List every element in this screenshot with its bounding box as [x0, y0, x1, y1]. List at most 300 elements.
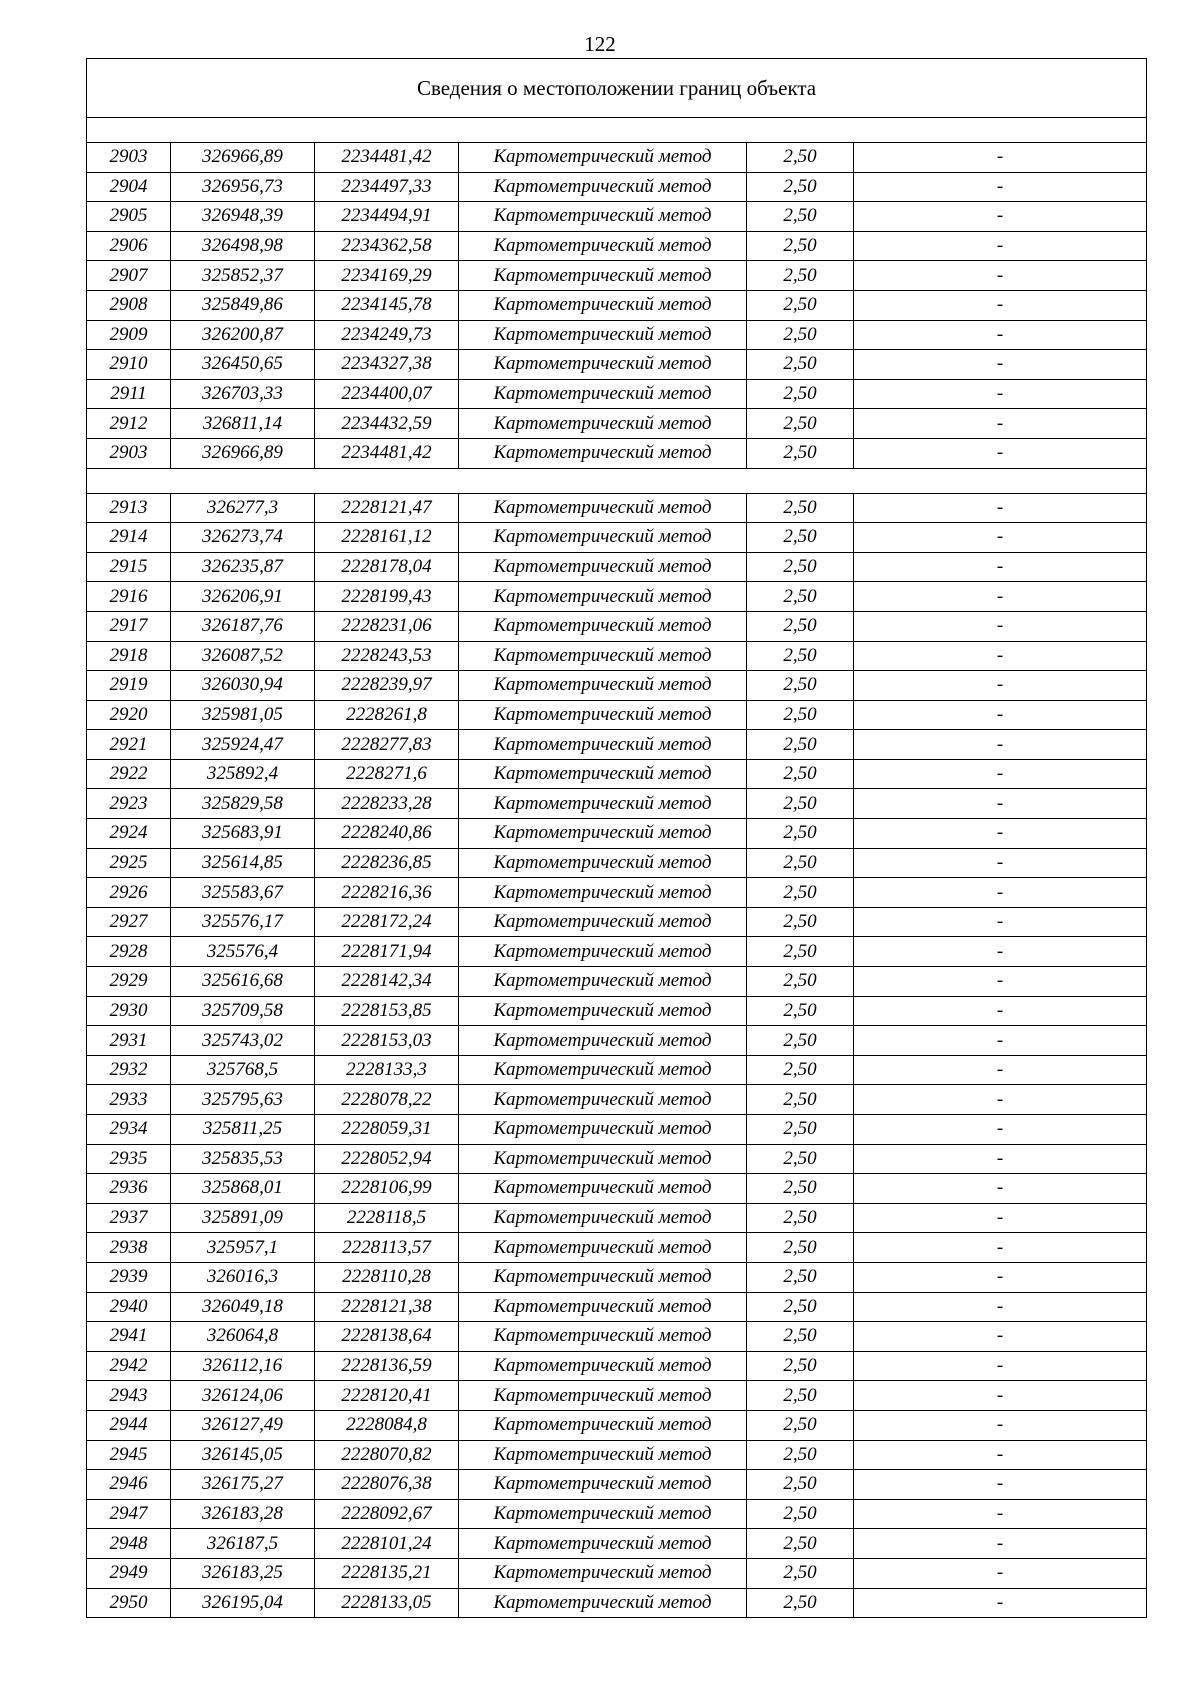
- point-number-cell: 2937: [87, 1203, 171, 1233]
- description-cell: -: [854, 1558, 1147, 1588]
- y-coordinate-cell: 2228240,86: [315, 819, 459, 849]
- accuracy-cell: 2,50: [747, 438, 854, 468]
- accuracy-cell: 2,50: [747, 172, 854, 202]
- table-row: [87, 1558, 1147, 1588]
- x-coordinate-cell: 326703,33: [171, 379, 315, 409]
- table-row: [87, 937, 1147, 967]
- point-number-cell: 2938: [87, 1233, 171, 1263]
- accuracy-cell: 2,50: [747, 1085, 854, 1115]
- table-row: [87, 1440, 1147, 1470]
- description-cell: -: [854, 1233, 1147, 1263]
- description-cell: -: [854, 967, 1147, 997]
- y-coordinate-cell: 2234327,38: [315, 350, 459, 380]
- y-coordinate-cell: 2228084,8: [315, 1410, 459, 1440]
- y-coordinate-cell: 2228138,64: [315, 1322, 459, 1352]
- y-coordinate-cell: 2228236,85: [315, 848, 459, 878]
- accuracy-cell: 2,50: [747, 493, 854, 523]
- point-number-cell: 2948: [87, 1529, 171, 1559]
- method-cell: Картометрический метод: [459, 1144, 747, 1174]
- point-number-cell: 2910: [87, 350, 171, 380]
- y-coordinate-cell: 2228133,05: [315, 1588, 459, 1618]
- table-row: [87, 320, 1147, 350]
- method-cell: Картометрический метод: [459, 350, 747, 380]
- point-number-cell: 2949: [87, 1558, 171, 1588]
- method-cell: Картометрический метод: [459, 1292, 747, 1322]
- y-coordinate-cell: 2228277,83: [315, 730, 459, 760]
- y-coordinate-cell: 2228070,82: [315, 1440, 459, 1470]
- x-coordinate-cell: 325709,58: [171, 996, 315, 1026]
- y-coordinate-cell: 2228233,28: [315, 789, 459, 819]
- point-number-cell: 2926: [87, 878, 171, 908]
- point-number-cell: 2925: [87, 848, 171, 878]
- description-cell: -: [854, 1144, 1147, 1174]
- accuracy-cell: 2,50: [747, 202, 854, 232]
- point-number-cell: 2933: [87, 1085, 171, 1115]
- point-number-cell: 2904: [87, 172, 171, 202]
- method-cell: Картометрический метод: [459, 552, 747, 582]
- boundary-coordinates-table: [86, 58, 1147, 1618]
- x-coordinate-cell: 326064,8: [171, 1322, 315, 1352]
- y-coordinate-cell: 2228113,57: [315, 1233, 459, 1263]
- point-number-cell: 2935: [87, 1144, 171, 1174]
- accuracy-cell: 2,50: [747, 231, 854, 261]
- accuracy-cell: 2,50: [747, 907, 854, 937]
- method-cell: Картометрический метод: [459, 523, 747, 553]
- point-number-cell: 2921: [87, 730, 171, 760]
- table-row: [87, 1055, 1147, 1085]
- x-coordinate-cell: 326811,14: [171, 409, 315, 439]
- y-coordinate-cell: 2228120,41: [315, 1381, 459, 1411]
- x-coordinate-cell: 325892,4: [171, 759, 315, 789]
- section-separator-row: [87, 118, 1147, 143]
- accuracy-cell: 2,50: [747, 1529, 854, 1559]
- method-cell: Картометрический метод: [459, 143, 747, 173]
- page-number: 122: [584, 32, 616, 56]
- x-coordinate-cell: 325957,1: [171, 1233, 315, 1263]
- method-cell: Картометрический метод: [459, 261, 747, 291]
- point-number-cell: 2908: [87, 290, 171, 320]
- x-coordinate-cell: 325576,4: [171, 937, 315, 967]
- accuracy-cell: 2,50: [747, 819, 854, 849]
- y-coordinate-cell: 2234497,33: [315, 172, 459, 202]
- description-cell: -: [854, 1470, 1147, 1500]
- description-cell: -: [854, 1588, 1147, 1618]
- table-row: [87, 759, 1147, 789]
- y-coordinate-cell: 2228231,06: [315, 611, 459, 641]
- method-cell: Картометрический метод: [459, 379, 747, 409]
- description-cell: -: [854, 878, 1147, 908]
- accuracy-cell: 2,50: [747, 1055, 854, 1085]
- method-cell: Картометрический метод: [459, 1558, 747, 1588]
- point-number-cell: 2906: [87, 231, 171, 261]
- y-coordinate-cell: 2228121,38: [315, 1292, 459, 1322]
- method-cell: Картометрический метод: [459, 1233, 747, 1263]
- y-coordinate-cell: 2228110,28: [315, 1262, 459, 1292]
- y-coordinate-cell: 2234481,42: [315, 143, 459, 173]
- table-row: [87, 1262, 1147, 1292]
- point-number-cell: 2919: [87, 671, 171, 701]
- table-row: [87, 671, 1147, 701]
- x-coordinate-cell: 325849,86: [171, 290, 315, 320]
- x-coordinate-cell: 326450,65: [171, 350, 315, 380]
- x-coordinate-cell: 325614,85: [171, 848, 315, 878]
- table-row: [87, 967, 1147, 997]
- point-number-cell: 2916: [87, 582, 171, 612]
- y-coordinate-cell: 2228153,85: [315, 996, 459, 1026]
- x-coordinate-cell: 326187,76: [171, 611, 315, 641]
- x-coordinate-cell: 326948,39: [171, 202, 315, 232]
- x-coordinate-cell: 325891,09: [171, 1203, 315, 1233]
- point-number-cell: 2923: [87, 789, 171, 819]
- y-coordinate-cell: 2228153,03: [315, 1026, 459, 1056]
- description-cell: -: [854, 700, 1147, 730]
- description-cell: -: [854, 1292, 1147, 1322]
- description-cell: -: [854, 320, 1147, 350]
- accuracy-cell: 2,50: [747, 641, 854, 671]
- point-number-cell: 2931: [87, 1026, 171, 1056]
- method-cell: Картометрический метод: [459, 1588, 747, 1618]
- x-coordinate-cell: 326145,05: [171, 1440, 315, 1470]
- accuracy-cell: 2,50: [747, 1440, 854, 1470]
- point-number-cell: 2927: [87, 907, 171, 937]
- description-cell: -: [854, 261, 1147, 291]
- x-coordinate-cell: 325829,58: [171, 789, 315, 819]
- accuracy-cell: 2,50: [747, 1351, 854, 1381]
- method-cell: Картометрический метод: [459, 320, 747, 350]
- point-number-cell: 2946: [87, 1470, 171, 1500]
- x-coordinate-cell: 326016,3: [171, 1262, 315, 1292]
- point-number-cell: 2936: [87, 1174, 171, 1204]
- description-cell: -: [854, 1115, 1147, 1145]
- title-row: [87, 59, 1147, 118]
- x-coordinate-cell: 326200,87: [171, 320, 315, 350]
- point-number-cell: 2944: [87, 1410, 171, 1440]
- description-cell: -: [854, 1410, 1147, 1440]
- accuracy-cell: 2,50: [747, 1144, 854, 1174]
- method-cell: Картометрический метод: [459, 1322, 747, 1352]
- table-row: [87, 789, 1147, 819]
- y-coordinate-cell: 2228052,94: [315, 1144, 459, 1174]
- point-number-cell: 2907: [87, 261, 171, 291]
- description-cell: -: [854, 937, 1147, 967]
- point-number-cell: 2945: [87, 1440, 171, 1470]
- x-coordinate-cell: 325868,01: [171, 1174, 315, 1204]
- method-cell: Картометрический метод: [459, 1085, 747, 1115]
- y-coordinate-cell: 2234249,73: [315, 320, 459, 350]
- x-coordinate-cell: 326277,3: [171, 493, 315, 523]
- y-coordinate-cell: 2228121,47: [315, 493, 459, 523]
- description-cell: -: [854, 143, 1147, 173]
- x-coordinate-cell: 326966,89: [171, 438, 315, 468]
- accuracy-cell: 2,50: [747, 1381, 854, 1411]
- description-cell: -: [854, 552, 1147, 582]
- table-row: [87, 1174, 1147, 1204]
- point-number-cell: 2943: [87, 1381, 171, 1411]
- x-coordinate-cell: 326087,52: [171, 641, 315, 671]
- accuracy-cell: 2,50: [747, 700, 854, 730]
- y-coordinate-cell: 2228216,36: [315, 878, 459, 908]
- method-cell: Картометрический метод: [459, 1381, 747, 1411]
- y-coordinate-cell: 2228161,12: [315, 523, 459, 553]
- description-cell: -: [854, 1499, 1147, 1529]
- y-coordinate-cell: 2228178,04: [315, 552, 459, 582]
- method-cell: Картометрический метод: [459, 1174, 747, 1204]
- table-row: [87, 730, 1147, 760]
- description-cell: -: [854, 523, 1147, 553]
- description-cell: -: [854, 1174, 1147, 1204]
- point-number-cell: 2930: [87, 996, 171, 1026]
- accuracy-cell: 2,50: [747, 730, 854, 760]
- method-cell: Картометрический метод: [459, 759, 747, 789]
- point-number-cell: 2932: [87, 1055, 171, 1085]
- method-cell: Картометрический метод: [459, 493, 747, 523]
- x-coordinate-cell: 325852,37: [171, 261, 315, 291]
- table-body: [87, 59, 1147, 1618]
- x-coordinate-cell: 325768,5: [171, 1055, 315, 1085]
- method-cell: Картометрический метод: [459, 1055, 747, 1085]
- table-row: [87, 1233, 1147, 1263]
- y-coordinate-cell: 2228136,59: [315, 1351, 459, 1381]
- description-cell: -: [854, 730, 1147, 760]
- accuracy-cell: 2,50: [747, 290, 854, 320]
- y-coordinate-cell: 2234362,58: [315, 231, 459, 261]
- method-cell: Картометрический метод: [459, 996, 747, 1026]
- table-row: [87, 819, 1147, 849]
- table-row: [87, 143, 1147, 173]
- method-cell: Картометрический метод: [459, 231, 747, 261]
- x-coordinate-cell: 325835,53: [171, 1144, 315, 1174]
- description-cell: -: [854, 1203, 1147, 1233]
- table-row: [87, 523, 1147, 553]
- method-cell: Картометрический метод: [459, 438, 747, 468]
- method-cell: Картометрический метод: [459, 172, 747, 202]
- table-row: [87, 1351, 1147, 1381]
- x-coordinate-cell: 325743,02: [171, 1026, 315, 1056]
- point-number-cell: 2922: [87, 759, 171, 789]
- y-coordinate-cell: 2228243,53: [315, 641, 459, 671]
- description-cell: -: [854, 907, 1147, 937]
- x-coordinate-cell: 326030,94: [171, 671, 315, 701]
- point-number-cell: 2914: [87, 523, 171, 553]
- description-cell: -: [854, 759, 1147, 789]
- accuracy-cell: 2,50: [747, 1558, 854, 1588]
- description-cell: -: [854, 438, 1147, 468]
- method-cell: Картометрический метод: [459, 819, 747, 849]
- description-cell: -: [854, 582, 1147, 612]
- y-coordinate-cell: 2228171,94: [315, 937, 459, 967]
- description-cell: -: [854, 789, 1147, 819]
- table-row: [87, 1203, 1147, 1233]
- method-cell: Картометрический метод: [459, 967, 747, 997]
- point-number-cell: 2920: [87, 700, 171, 730]
- method-cell: Картометрический метод: [459, 1440, 747, 1470]
- x-coordinate-cell: 326127,49: [171, 1410, 315, 1440]
- x-coordinate-cell: 325683,91: [171, 819, 315, 849]
- description-cell: -: [854, 1322, 1147, 1352]
- method-cell: Картометрический метод: [459, 1529, 747, 1559]
- point-number-cell: 2915: [87, 552, 171, 582]
- description-cell: -: [854, 1055, 1147, 1085]
- table-row: [87, 1499, 1147, 1529]
- point-number-cell: 2950: [87, 1588, 171, 1618]
- description-cell: -: [854, 231, 1147, 261]
- table-row: [87, 878, 1147, 908]
- accuracy-cell: 2,50: [747, 552, 854, 582]
- method-cell: Картометрический метод: [459, 700, 747, 730]
- y-coordinate-cell: 2228271,6: [315, 759, 459, 789]
- point-number-cell: 2913: [87, 493, 171, 523]
- point-number-cell: 2928: [87, 937, 171, 967]
- point-number-cell: 2929: [87, 967, 171, 997]
- accuracy-cell: 2,50: [747, 878, 854, 908]
- table-row: [87, 1410, 1147, 1440]
- y-coordinate-cell: 2228059,31: [315, 1115, 459, 1145]
- y-coordinate-cell: 2228076,38: [315, 1470, 459, 1500]
- method-cell: Картометрический метод: [459, 671, 747, 701]
- table-title: Сведения о местоположении границ объекта: [87, 59, 1147, 118]
- x-coordinate-cell: 325795,63: [171, 1085, 315, 1115]
- accuracy-cell: 2,50: [747, 1262, 854, 1292]
- x-coordinate-cell: 325576,17: [171, 907, 315, 937]
- point-number-cell: 2903: [87, 143, 171, 173]
- y-coordinate-cell: 2234481,42: [315, 438, 459, 468]
- point-number-cell: 2942: [87, 1351, 171, 1381]
- x-coordinate-cell: 326956,73: [171, 172, 315, 202]
- method-cell: Картометрический метод: [459, 409, 747, 439]
- table-row: [87, 907, 1147, 937]
- y-coordinate-cell: 2228092,67: [315, 1499, 459, 1529]
- point-number-cell: 2947: [87, 1499, 171, 1529]
- table-row: [87, 1115, 1147, 1145]
- x-coordinate-cell: 326273,74: [171, 523, 315, 553]
- description-cell: -: [854, 202, 1147, 232]
- table-row: [87, 290, 1147, 320]
- y-coordinate-cell: 2228118,5: [315, 1203, 459, 1233]
- method-cell: Картометрический метод: [459, 202, 747, 232]
- description-cell: -: [854, 641, 1147, 671]
- description-cell: -: [854, 350, 1147, 380]
- description-cell: -: [854, 1085, 1147, 1115]
- method-cell: Картометрический метод: [459, 1470, 747, 1500]
- y-coordinate-cell: 2234494,91: [315, 202, 459, 232]
- description-cell: -: [854, 409, 1147, 439]
- y-coordinate-cell: 2228101,24: [315, 1529, 459, 1559]
- x-coordinate-cell: 326183,25: [171, 1558, 315, 1588]
- point-number-cell: 2912: [87, 409, 171, 439]
- accuracy-cell: 2,50: [747, 143, 854, 173]
- method-cell: Картометрический метод: [459, 290, 747, 320]
- description-cell: -: [854, 1262, 1147, 1292]
- y-coordinate-cell: 2228172,24: [315, 907, 459, 937]
- accuracy-cell: 2,50: [747, 789, 854, 819]
- method-cell: Картометрический метод: [459, 1410, 747, 1440]
- x-coordinate-cell: 326498,98: [171, 231, 315, 261]
- description-cell: -: [854, 1440, 1147, 1470]
- description-cell: -: [854, 996, 1147, 1026]
- description-cell: -: [854, 671, 1147, 701]
- y-coordinate-cell: 2228106,99: [315, 1174, 459, 1204]
- x-coordinate-cell: 325811,25: [171, 1115, 315, 1145]
- point-number-cell: 2918: [87, 641, 171, 671]
- description-cell: -: [854, 611, 1147, 641]
- x-coordinate-cell: 326175,27: [171, 1470, 315, 1500]
- accuracy-cell: 2,50: [747, 611, 854, 641]
- x-coordinate-cell: 326124,06: [171, 1381, 315, 1411]
- x-coordinate-cell: 325583,67: [171, 878, 315, 908]
- y-coordinate-cell: 2234145,78: [315, 290, 459, 320]
- x-coordinate-cell: 326235,87: [171, 552, 315, 582]
- method-cell: Картометрический метод: [459, 1203, 747, 1233]
- table-row: [87, 582, 1147, 612]
- description-cell: -: [854, 290, 1147, 320]
- table-row: [87, 611, 1147, 641]
- y-coordinate-cell: 2234432,59: [315, 409, 459, 439]
- y-coordinate-cell: 2234400,07: [315, 379, 459, 409]
- point-number-cell: 2917: [87, 611, 171, 641]
- accuracy-cell: 2,50: [747, 409, 854, 439]
- accuracy-cell: 2,50: [747, 523, 854, 553]
- x-coordinate-cell: 326049,18: [171, 1292, 315, 1322]
- accuracy-cell: 2,50: [747, 1174, 854, 1204]
- point-number-cell: 2939: [87, 1262, 171, 1292]
- method-cell: Картометрический метод: [459, 1115, 747, 1145]
- description-cell: -: [854, 1529, 1147, 1559]
- y-coordinate-cell: 2228239,97: [315, 671, 459, 701]
- table-row: [87, 409, 1147, 439]
- table-row: [87, 700, 1147, 730]
- accuracy-cell: 2,50: [747, 848, 854, 878]
- description-cell: -: [854, 1381, 1147, 1411]
- accuracy-cell: 2,50: [747, 759, 854, 789]
- table-row: [87, 1381, 1147, 1411]
- accuracy-cell: 2,50: [747, 320, 854, 350]
- description-cell: -: [854, 1026, 1147, 1056]
- method-cell: Картометрический метод: [459, 1026, 747, 1056]
- y-coordinate-cell: 2228078,22: [315, 1085, 459, 1115]
- y-coordinate-cell: 2228133,3: [315, 1055, 459, 1085]
- description-cell: -: [854, 819, 1147, 849]
- table-row: [87, 350, 1147, 380]
- accuracy-cell: 2,50: [747, 1026, 854, 1056]
- method-cell: Картометрический метод: [459, 789, 747, 819]
- method-cell: Картометрический метод: [459, 1262, 747, 1292]
- method-cell: Картометрический метод: [459, 1499, 747, 1529]
- table-row: [87, 1144, 1147, 1174]
- table-row: [87, 641, 1147, 671]
- method-cell: Картометрический метод: [459, 641, 747, 671]
- method-cell: Картометрический метод: [459, 582, 747, 612]
- table-row: [87, 996, 1147, 1026]
- accuracy-cell: 2,50: [747, 1322, 854, 1352]
- description-cell: -: [854, 493, 1147, 523]
- accuracy-cell: 2,50: [747, 1115, 854, 1145]
- table-row: [87, 231, 1147, 261]
- point-number-cell: 2934: [87, 1115, 171, 1145]
- x-coordinate-cell: 326966,89: [171, 143, 315, 173]
- accuracy-cell: 2,50: [747, 1499, 854, 1529]
- accuracy-cell: 2,50: [747, 1588, 854, 1618]
- method-cell: Картометрический метод: [459, 878, 747, 908]
- x-coordinate-cell: 325981,05: [171, 700, 315, 730]
- accuracy-cell: 2,50: [747, 379, 854, 409]
- point-number-cell: 2905: [87, 202, 171, 232]
- table-row: [87, 1529, 1147, 1559]
- accuracy-cell: 2,50: [747, 671, 854, 701]
- method-cell: Картометрический метод: [459, 730, 747, 760]
- table-row: [87, 1470, 1147, 1500]
- table-row: [87, 1026, 1147, 1056]
- table-row: [87, 1085, 1147, 1115]
